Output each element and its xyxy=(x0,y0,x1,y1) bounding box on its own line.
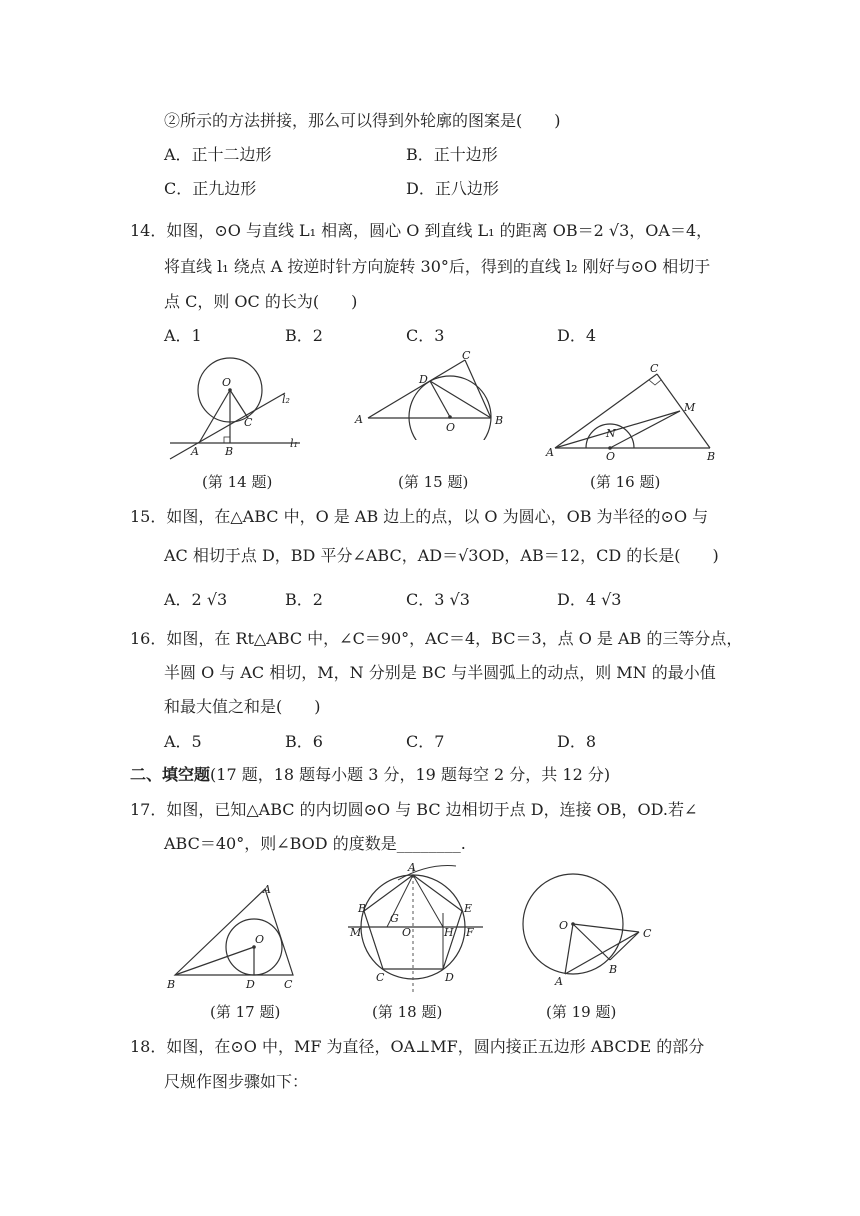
f17-label-a: A xyxy=(263,883,271,896)
f17-label-b: B xyxy=(167,978,176,991)
figure-16 xyxy=(540,360,725,460)
f15-label-c: C xyxy=(462,349,471,362)
f16-label-n: N xyxy=(606,427,616,440)
caption-fig-18: (第 18 题) xyxy=(372,1003,443,1021)
f18-label-c: C xyxy=(376,971,385,984)
f14-label-o: O xyxy=(222,376,232,389)
f15-label-a: A xyxy=(355,413,363,426)
q15-option-a: A．2 √3 xyxy=(164,590,228,609)
caption-fig-17: (第 17 题) xyxy=(210,1003,281,1021)
q13-option-b: B．正十边形 xyxy=(406,145,498,164)
f14-label-l2: l₂ xyxy=(282,393,290,406)
q14-line-2: 将直线 l₁ 绕点 A 按逆时针方向旋转 30°后，得到的直线 l₂ 刚好与⊙O 相切于 xyxy=(164,257,711,276)
f18-label-b: B xyxy=(358,902,367,915)
f18-label-e: E xyxy=(464,902,473,915)
f15-label-b: B xyxy=(495,414,504,427)
f17-label-d: D xyxy=(246,978,255,991)
caption-fig-15: (第 15 题) xyxy=(398,473,469,491)
q16-line-1: 16．如图，在 Rt△ABC 中，∠C＝90°，AC＝4，BC＝3，点 O 是 AB 的三等分点， xyxy=(130,629,743,648)
q16-option-b: B．6 xyxy=(285,732,323,751)
f18-label-o: O xyxy=(402,926,412,939)
caption-fig-14: (第 14 题) xyxy=(202,473,273,491)
f16-label-a: A xyxy=(546,446,554,459)
f15-label-o: O xyxy=(446,421,456,434)
section-2-title: 二、填空题 xyxy=(130,765,211,784)
f16-label-m: M xyxy=(684,401,696,414)
f18-label-g: G xyxy=(390,912,399,925)
figure-17 xyxy=(160,878,310,993)
q17-line-2: ABC＝40°，则∠BOD 的度数是________. xyxy=(164,834,466,853)
q14-option-a: A．1 xyxy=(164,326,202,345)
f17-label-c: C xyxy=(284,978,293,991)
q15-option-b: B．2 xyxy=(285,590,323,609)
figure-14 xyxy=(165,355,305,465)
q15-line-2: AC 相切于点 D，BD 平分∠ABC，AD＝√3OD，AB＝12，CD 的长是( ) xyxy=(164,546,719,565)
f14-label-c: C xyxy=(244,416,253,429)
f18-label-m: M xyxy=(350,926,362,939)
q16-line-3: 和最大值之和是( ) xyxy=(164,697,321,716)
q16-option-c: C．7 xyxy=(406,732,445,751)
section-2-heading xyxy=(130,764,610,786)
f19-label-o: O xyxy=(559,919,569,932)
caption-fig-16: (第 16 题) xyxy=(590,473,661,491)
f16-label-b: B xyxy=(707,450,716,460)
q13-option-a: A．正十二边形 xyxy=(164,145,272,164)
f18-label-d: D xyxy=(445,971,454,984)
section-2-note: (17 题，18 题每小题 3 分，19 题每空 2 分，共 12 分) xyxy=(210,765,611,784)
q15-option-c: C．3 √3 xyxy=(406,590,470,609)
q14-option-c: C．3 xyxy=(406,326,445,345)
q13-option-d: D．正八边形 xyxy=(406,179,499,198)
figure-18 xyxy=(338,858,498,993)
q15-line-1: 15．如图，在△ABC 中，O 是 AB 边上的点，以 O 为圆心，OB 为半径的⊙O 与 xyxy=(130,507,709,526)
q17-line-1: 17．如图，已知△ABC 的内切圆⊙O 与 BC 边相切于点 D，连接 OB，OD.若∠ xyxy=(130,800,698,819)
f16-label-c: C xyxy=(650,362,659,375)
f14-label-l1: l₁ xyxy=(290,437,298,450)
f16-label-o: O xyxy=(606,450,616,460)
f15-label-d: D xyxy=(419,373,428,386)
f19-label-b: B xyxy=(609,963,618,976)
figure-15 xyxy=(350,348,510,440)
q14-option-d: D．4 xyxy=(557,326,597,345)
q14-line-1: 14．如图，⊙O 与直线 L₁ 相离，圆心 O 到直线 L₁ 的距离 OB＝2 √3，OA＝4， xyxy=(130,221,713,240)
q13-option-c: C．正九边形 xyxy=(164,179,257,198)
q14-option-b: B．2 xyxy=(285,326,323,345)
q16-option-a: A．5 xyxy=(164,732,202,751)
q15-option-d: D．4 √3 xyxy=(557,590,622,609)
figure-19 xyxy=(515,872,665,992)
q14-line-3: 点 C，则 OC 的长为( ) xyxy=(164,292,358,311)
f18-label-a: A xyxy=(408,861,416,874)
f14-label-a: A xyxy=(191,445,199,458)
f18-label-h: H xyxy=(444,926,454,939)
q16-line-2: 半圆 O 与 AC 相切，M，N 分别是 BC 与半圆弧上的动点，则 MN 的最小值 xyxy=(164,663,716,682)
f18-label-f: F xyxy=(466,926,474,939)
q16-option-d: D．8 xyxy=(557,732,597,751)
f17-label-o: O xyxy=(255,933,265,946)
f19-label-c: C xyxy=(643,927,652,940)
q18-line-2: 尺规作图步骤如下： xyxy=(164,1072,309,1091)
f19-label-a: A xyxy=(555,975,563,988)
q18-line-1: 18．如图，在⊙O 中，MF 为直径，OA⊥MF，圆内接正五边形 ABCDE 的部分 xyxy=(130,1037,705,1056)
caption-fig-19: (第 19 题) xyxy=(546,1003,617,1021)
q13-tail-line: ②所示的方法拼接，那么可以得到外轮廓的图案是( ) xyxy=(164,111,561,130)
f14-label-b: B xyxy=(225,445,234,458)
